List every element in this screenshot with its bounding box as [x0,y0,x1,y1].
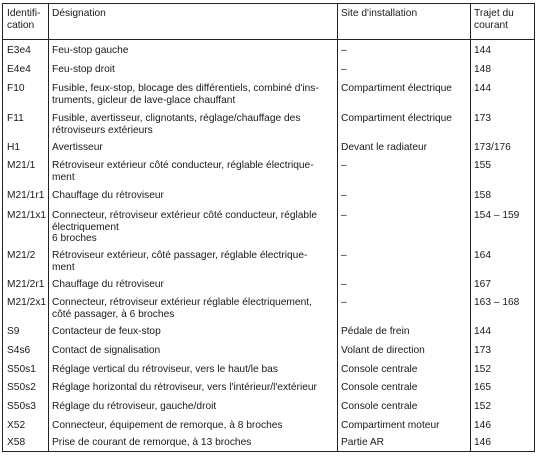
cell-site: Volant de direction [341,345,425,356]
cell-path: 158 [474,190,491,201]
column-separator-3 [470,4,471,451]
header-identification: cation [7,19,35,31]
cell-site: – [341,64,347,75]
cell-designation: Réglage du rétroviseur, gauche/droit [52,401,217,412]
header-designation: Désignation [52,8,106,19]
cell-site: Partie AR [341,437,385,448]
cell-site: – [341,250,347,261]
header-path: courant [474,19,508,31]
cell-designation: ment [52,261,75,273]
column-separator-2 [337,4,338,451]
cell-path: 146 [474,437,491,448]
cell-designation: Avertisseur [52,142,103,153]
cell-designation: Prise de courant de remorque, à 13 broches [52,437,252,448]
cell-identification: F10 [7,83,25,94]
cell-designation: Fusible, avertisseur, clignotants, réglage/chauffage des [52,113,301,124]
header-separator [3,39,534,40]
cell-designation: truments, gicleur de lave-glace chauffant [52,94,236,106]
cell-identification: S50s2 [7,382,36,393]
cell-site: Console centrale [341,401,418,412]
cell-designation: Chauffage du rétroviseur [52,279,164,290]
cell-designation: Connecteur, rétroviseur extérieur côté conducteur, réglable [52,210,318,221]
cell-identification: E4e4 [7,64,31,75]
cell-site: Pédale de frein [341,326,410,337]
cell-path: 144 [474,326,491,337]
cell-path: 173 [474,345,491,356]
cell-identification: F11 [7,113,24,124]
cell-identification: S50s1 [7,364,36,375]
cell-designation: Contact de signalisation [52,345,161,356]
cell-path: 164 [474,250,491,261]
header-identification: Identifi- [7,8,41,19]
cell-identification: X58 [7,437,26,448]
cell-designation: Contacteur de feux-stop [52,326,161,337]
cell-designation: Connecteur, équipement de remorque, à 8 broches [52,420,283,431]
cell-designation: ment [52,171,75,183]
cell-path: 144 [474,45,491,56]
cell-path: 148 [474,64,491,75]
cell-site: Compartiment électrique [341,83,452,94]
cell-site: – [341,210,347,221]
cell-path: 152 [474,364,491,375]
component-table [2,3,535,452]
cell-site: Compartiment moteur [341,420,440,431]
cell-designation: côté passager, à 6 broches [52,308,175,320]
header-path: Trajet du [474,8,514,19]
cell-identification: M21/2x1 [7,297,47,308]
cell-designation: Rétroviseur extérieur côté conducteur, réglable électrique- [52,160,314,171]
cell-identification: M21/1 [7,160,36,171]
cell-site: – [341,190,347,201]
cell-path: 163 – 168 [474,297,520,308]
column-separator-1 [48,4,49,451]
cell-path: 144 [474,83,491,94]
cell-path: 155 [474,160,491,171]
cell-identification: E3e4 [7,45,31,56]
cell-path: 167 [474,279,491,290]
cell-designation: rétroviseurs extérieurs [52,124,153,136]
cell-identification: S9 [7,326,20,337]
cell-designation: Connecteur, rétroviseur extérieur réglable électriquement, [52,297,312,308]
cell-designation: Fusible, feux-stop, blocage des différentiels, combiné d'ins- [52,83,319,94]
cell-site: Console centrale [341,382,418,393]
cell-site: – [341,160,347,171]
cell-identification: X52 [7,420,26,431]
cell-site: – [341,45,347,56]
cell-path: 165 [474,382,491,393]
cell-designation: Rétroviseur extérieur, côté passager, réglable électrique- [52,250,308,261]
cell-path: 173/176 [474,142,511,153]
header-site: Site d'installation [341,8,418,19]
cell-identification: H1 [7,142,21,153]
cell-designation: Réglage horizontal du rétroviseur, vers l'intérieur/l'extérieur [52,382,317,393]
cell-path: 173 [474,113,491,124]
cell-identification: M21/2 [7,250,36,261]
cell-identification: M21/2r1 [7,279,45,290]
cell-site: Devant le radiateur [341,142,428,153]
cell-designation: Feu-stop droit [52,64,115,75]
cell-designation: Feu-stop gauche [52,45,129,56]
cell-designation: 6 broches [52,233,97,244]
cell-designation: Chauffage du rétroviseur [52,190,164,201]
cell-site: – [341,279,347,290]
cell-site: Console centrale [341,364,418,375]
cell-path: 152 [474,401,491,412]
cell-path: 154 – 159 [474,210,520,221]
cell-site: – [341,297,347,308]
cell-identification: M21/1x1 [7,210,47,221]
cell-path: 146 [474,420,491,431]
cell-identification: S4s6 [7,345,31,356]
cell-identification: S50s3 [7,401,36,412]
cell-site: Compartiment électrique [341,113,452,124]
cell-designation: Réglage vertical du rétroviseur, vers le haut/le bas [52,364,278,375]
cell-designation: électriquement [52,221,119,233]
cell-identification: M21/1r1 [7,190,45,201]
